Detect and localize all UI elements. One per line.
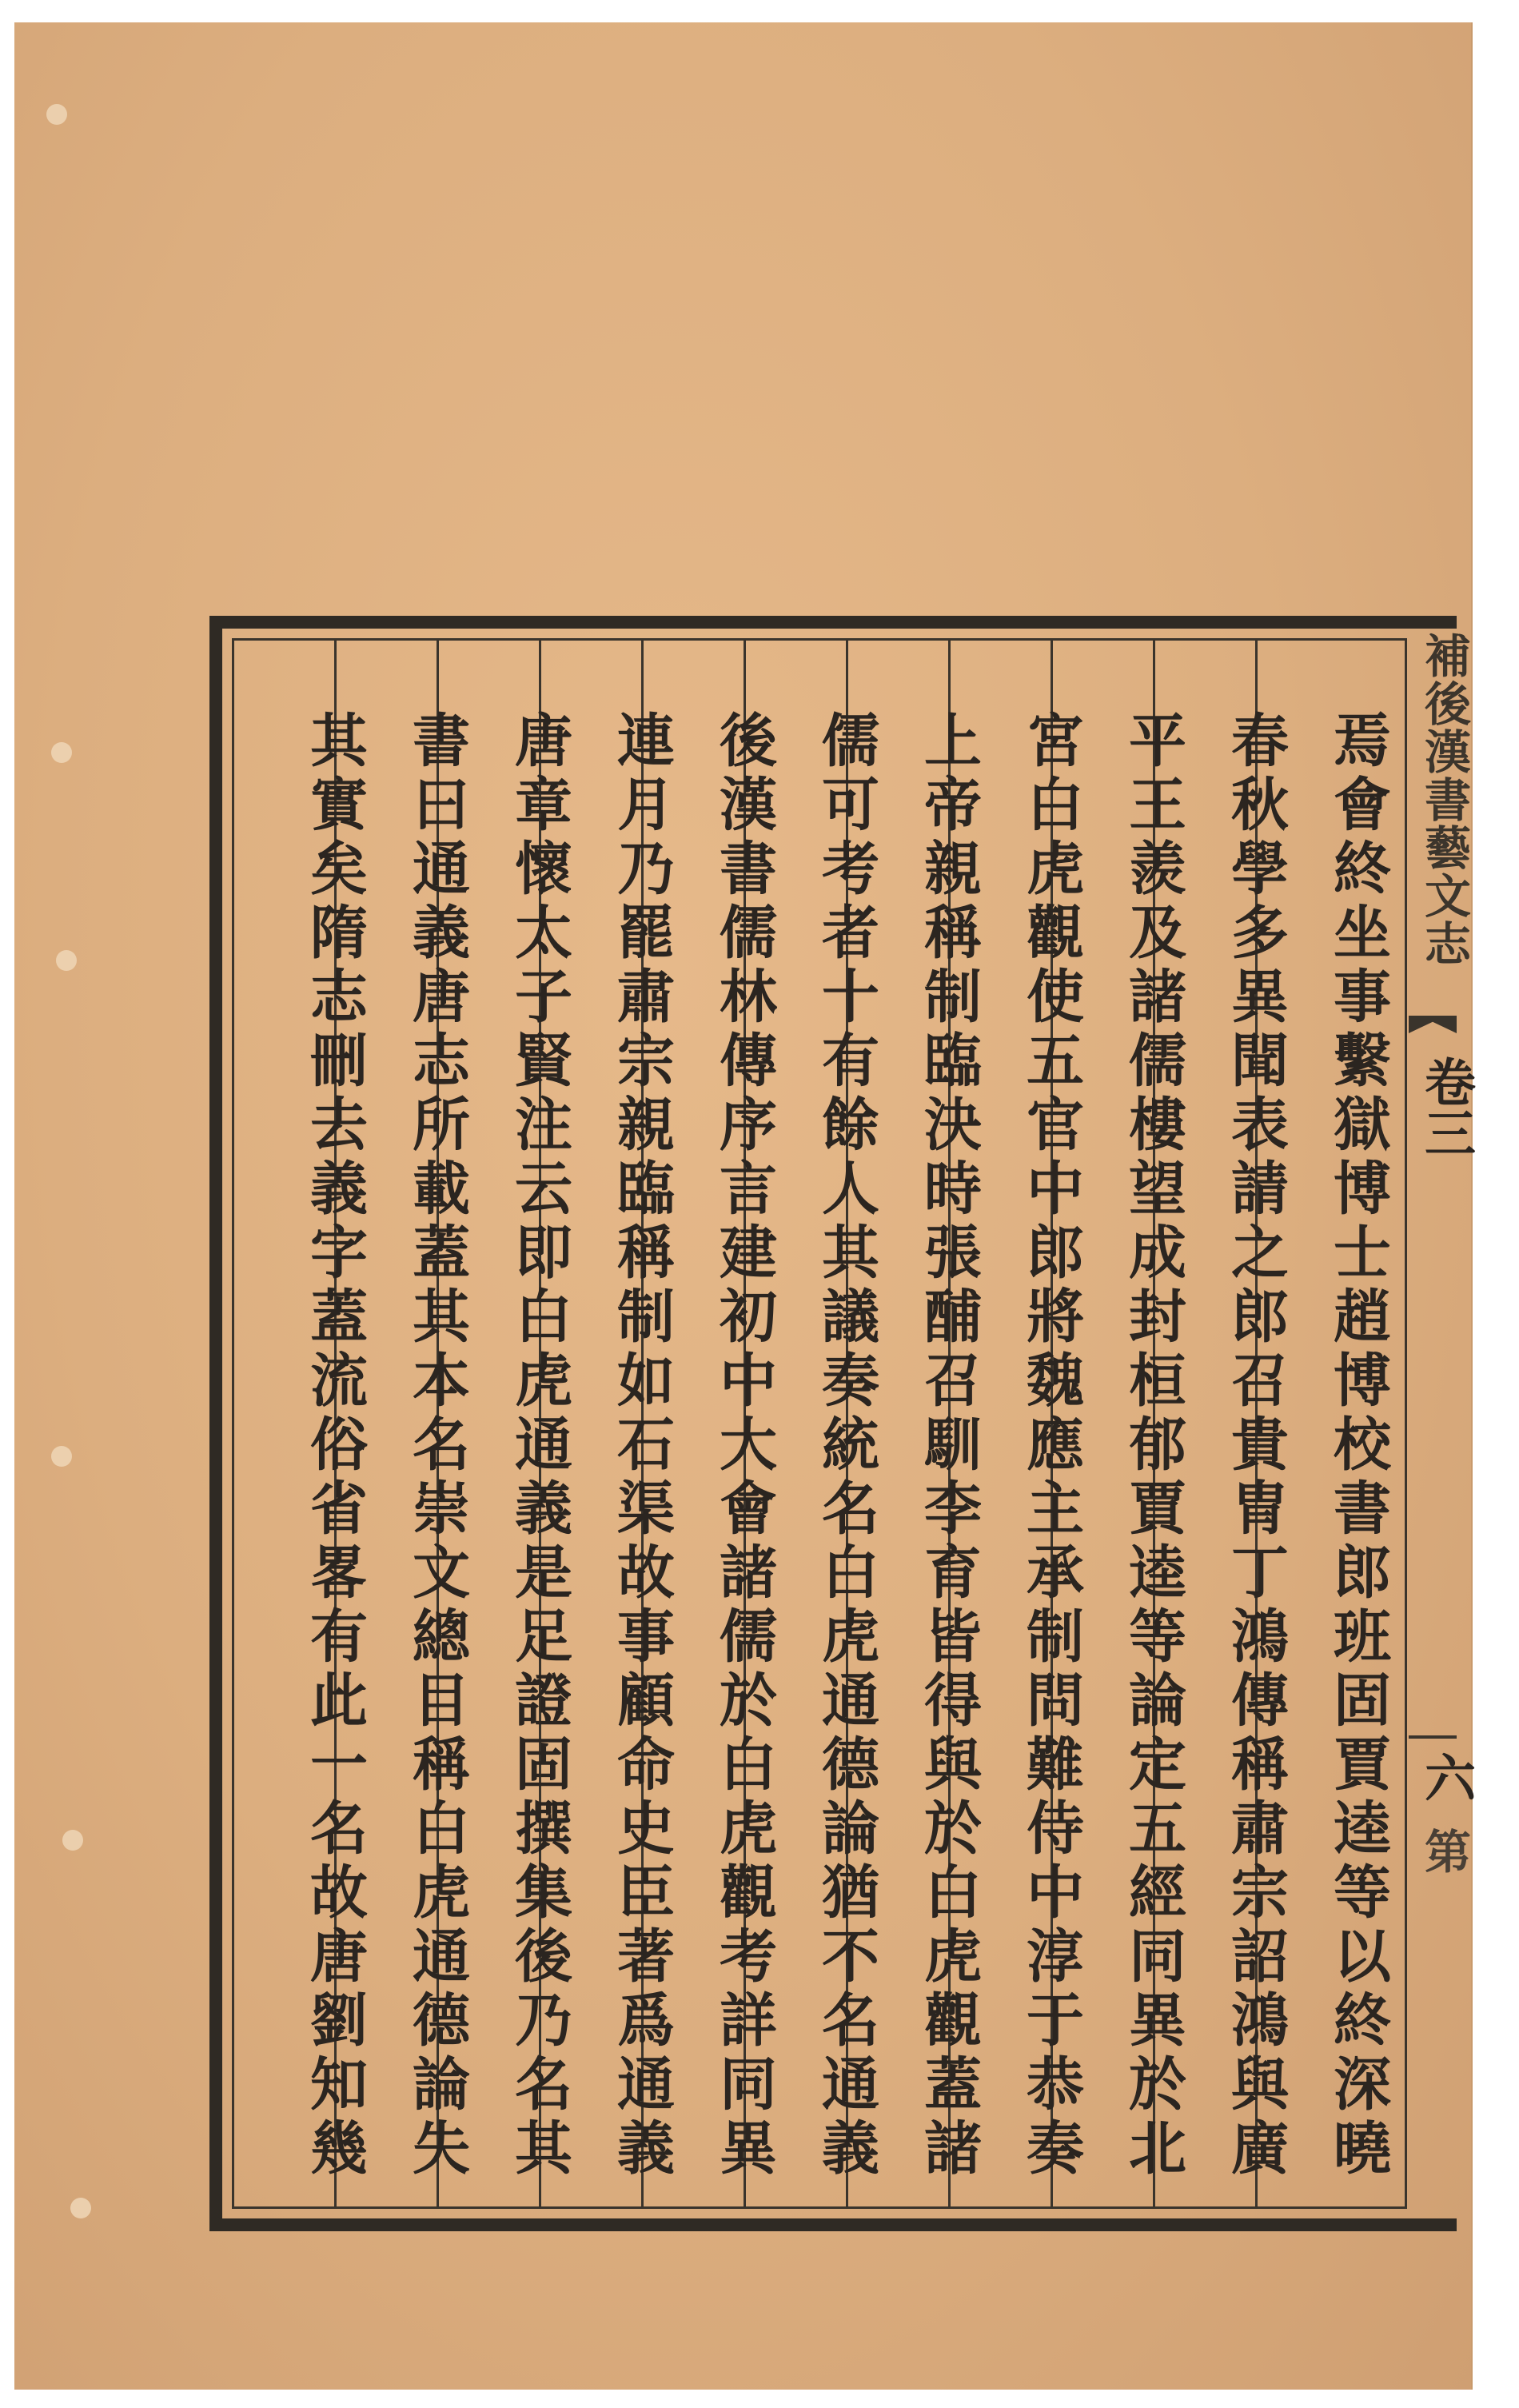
column-text: 後漢書儒林傳序言建初中大會諸儒於白虎觀考詳同異 xyxy=(710,710,778,2182)
book-title: 補後漢書藝文志 xyxy=(1417,632,1471,968)
text-column xyxy=(692,638,795,2209)
text-column xyxy=(590,638,692,2209)
text-column xyxy=(283,638,385,2209)
text-column xyxy=(999,638,1102,2209)
binding-hole xyxy=(62,1830,83,1851)
column-text: 宮白虎觀使五官中郎將魏應主承制問難侍中淳于恭奏 xyxy=(1017,710,1085,2182)
column-text: 其實矣隋志刪去義字蓋流俗省畧有此一名故唐劉知幾 xyxy=(301,710,369,2182)
column-text: 焉會終坐事繫獄博士趙博校書郎班固賈逵等以終深曉 xyxy=(1324,710,1392,2182)
text-column xyxy=(385,638,488,2209)
binding-hole xyxy=(56,950,77,971)
binding-hole xyxy=(70,2198,91,2218)
column-text: 上帝親稱制臨決時張酺召馴李育皆得與於白虎觀蓋諸 xyxy=(915,710,983,2182)
text-column xyxy=(897,638,999,2209)
series-mark: 第 xyxy=(1417,1827,1471,1874)
binding-hole xyxy=(51,1446,72,1467)
column-text: 連月乃罷肅宗親臨稱制如石渠故事顧命史臣著爲通義 xyxy=(608,710,676,2182)
column-text: 唐章懷太子賢注云即白虎通義是足證固撰集後乃名其 xyxy=(505,710,573,2182)
column-text: 春秋學多異聞表請之郎召貴冑丁鴻傳稱肅宗詔鴻與廣 xyxy=(1222,710,1290,2182)
text-column xyxy=(1306,638,1409,2209)
column-text: 儒可考者十有餘人其議奏統名白虎通德論猶不名通義 xyxy=(812,710,880,2182)
binding-hole xyxy=(46,104,67,125)
page-number: 六 xyxy=(1416,1751,1476,1803)
column-text: 書曰通義唐志所載蓋其本名崇文總目稱白虎通德論失 xyxy=(403,710,471,2182)
text-column xyxy=(1102,638,1204,2209)
text-column xyxy=(488,638,590,2209)
column-text: 平王羨及諸儒樓望成封桓郁賈逵等論定五經同異於北 xyxy=(1119,710,1187,2182)
binding-hole xyxy=(51,742,72,763)
text-column xyxy=(795,638,897,2209)
text-column xyxy=(1204,638,1306,2209)
margin-divider xyxy=(1409,1735,1457,1739)
volume-number: 卷三 xyxy=(1416,1056,1476,1158)
